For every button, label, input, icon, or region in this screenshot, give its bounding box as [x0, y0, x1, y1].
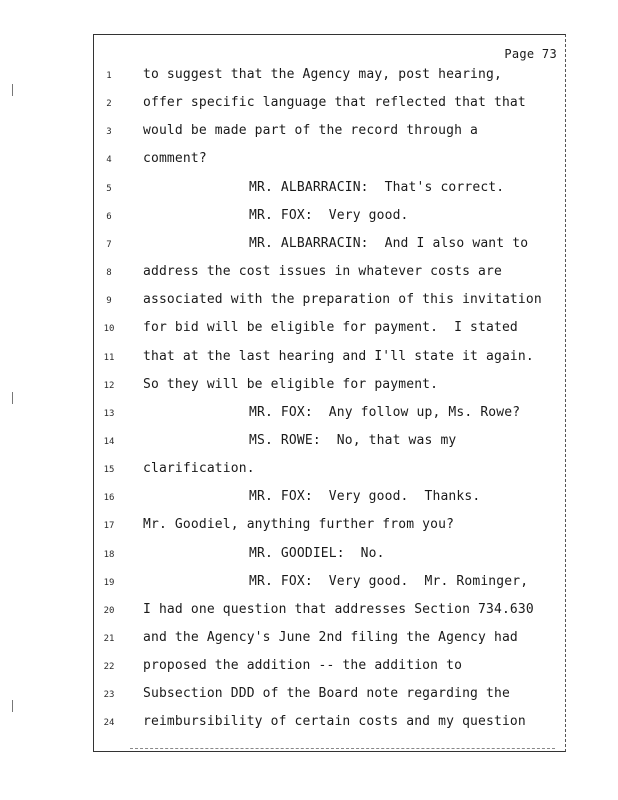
line-text: I had one question that addresses Section 734.630: [143, 601, 534, 617]
line-number: 21: [103, 634, 115, 644]
transcript-line: [94, 236, 565, 264]
transcript-line: [94, 95, 565, 123]
line-number: 1: [106, 71, 112, 81]
transcript-line: [94, 377, 565, 405]
line-number: 16: [103, 493, 115, 504]
line-text: reimbursibility of certain costs and my question: [143, 714, 526, 730]
line-number: 22: [103, 662, 115, 673]
transcript-line: [94, 602, 565, 630]
line-text: MR. FOX: Any follow up, Ms. Rowe?: [249, 404, 521, 420]
line-number: 11: [103, 352, 115, 363]
line-number: 15: [103, 465, 115, 476]
transcript-page: [93, 34, 566, 752]
line-number: 20: [103, 605, 115, 616]
line-number: 10: [103, 324, 115, 335]
transcript-line: [94, 208, 565, 236]
transcript-line: [94, 574, 565, 602]
line-text: MR. ALBARRACIN: That's correct.: [249, 179, 505, 195]
line-text: clarification.: [143, 461, 255, 477]
line-text: MR. ALBARRACIN: And I also want to: [249, 235, 529, 251]
transcript-line: [94, 686, 565, 714]
line-number: 24: [103, 718, 115, 729]
line-number: 17: [103, 521, 115, 532]
line-text: to suggest that the Agency may, post hearing,: [143, 67, 502, 82]
transcript-line: [94, 264, 565, 292]
line-number: 19: [103, 577, 115, 588]
transcript-line: [94, 489, 565, 517]
line-number: 12: [103, 380, 115, 391]
transcript-line: [94, 151, 565, 179]
transcript-line: [94, 292, 565, 320]
line-text: associated with the preparation of this invitation: [143, 292, 542, 308]
line-text: address the cost issues in whatever costs are: [143, 264, 502, 280]
line-number: 23: [103, 690, 115, 701]
transcript-line: [94, 714, 565, 742]
line-number: 13: [103, 408, 115, 419]
line-text: MR. FOX: Very good. Mr. Rominger,: [249, 573, 529, 589]
line-text: Mr. Goodiel, anything further from you?: [143, 517, 455, 533]
line-text: MR. FOX: Very good.: [249, 207, 409, 223]
line-number: 14: [103, 436, 115, 447]
line-text: would be made part of the record through a: [143, 123, 479, 139]
line-number: 6: [106, 211, 112, 222]
line-number: 4: [106, 155, 112, 166]
transcript-line: [94, 658, 565, 686]
line-text: that at the last hearing and I'll state it again.: [143, 348, 534, 364]
line-number: 3: [106, 127, 112, 138]
page-number: Page 73: [504, 47, 557, 61]
transcript-line: [94, 433, 565, 461]
line-number: 8: [106, 268, 112, 279]
line-text: So they will be eligible for payment.: [143, 376, 439, 392]
line-number: 9: [106, 296, 112, 307]
transcript-line: [94, 461, 565, 489]
line-number: 5: [106, 183, 112, 194]
hole-punch-mark: [12, 84, 17, 96]
line-text: and the Agency's June 2nd filing the Agency had: [143, 630, 518, 645]
transcript-line: [94, 546, 565, 574]
transcript-line: [94, 180, 565, 208]
transcript-line: [94, 517, 565, 545]
line-number: 7: [106, 239, 112, 250]
transcript-line: [94, 630, 565, 658]
line-number: 18: [103, 549, 115, 560]
line-text: offer specific language that reflected that that: [143, 95, 526, 111]
transcript-line: [94, 123, 565, 151]
line-text: MR. FOX: Very good. Thanks.: [249, 489, 481, 505]
hole-punch-mark: [12, 700, 17, 712]
bottom-rule: [130, 748, 555, 749]
line-text: MS. ROWE: No, that was my: [249, 432, 457, 448]
line-number: 2: [106, 99, 112, 110]
transcript-line: [94, 67, 565, 95]
line-text: MR. GOODIEL: No.: [249, 545, 385, 561]
transcript-line: [94, 320, 565, 348]
hole-punch-mark: [12, 392, 17, 404]
line-text: for bid will be eligible for payment. I stated: [143, 320, 518, 336]
line-text: proposed the addition -- the addition to: [143, 658, 463, 674]
line-text: Subsection DDD of the Board note regarding the: [143, 686, 510, 702]
transcript-line: [94, 349, 565, 377]
line-text: comment?: [143, 151, 207, 167]
transcript-line: [94, 405, 565, 433]
